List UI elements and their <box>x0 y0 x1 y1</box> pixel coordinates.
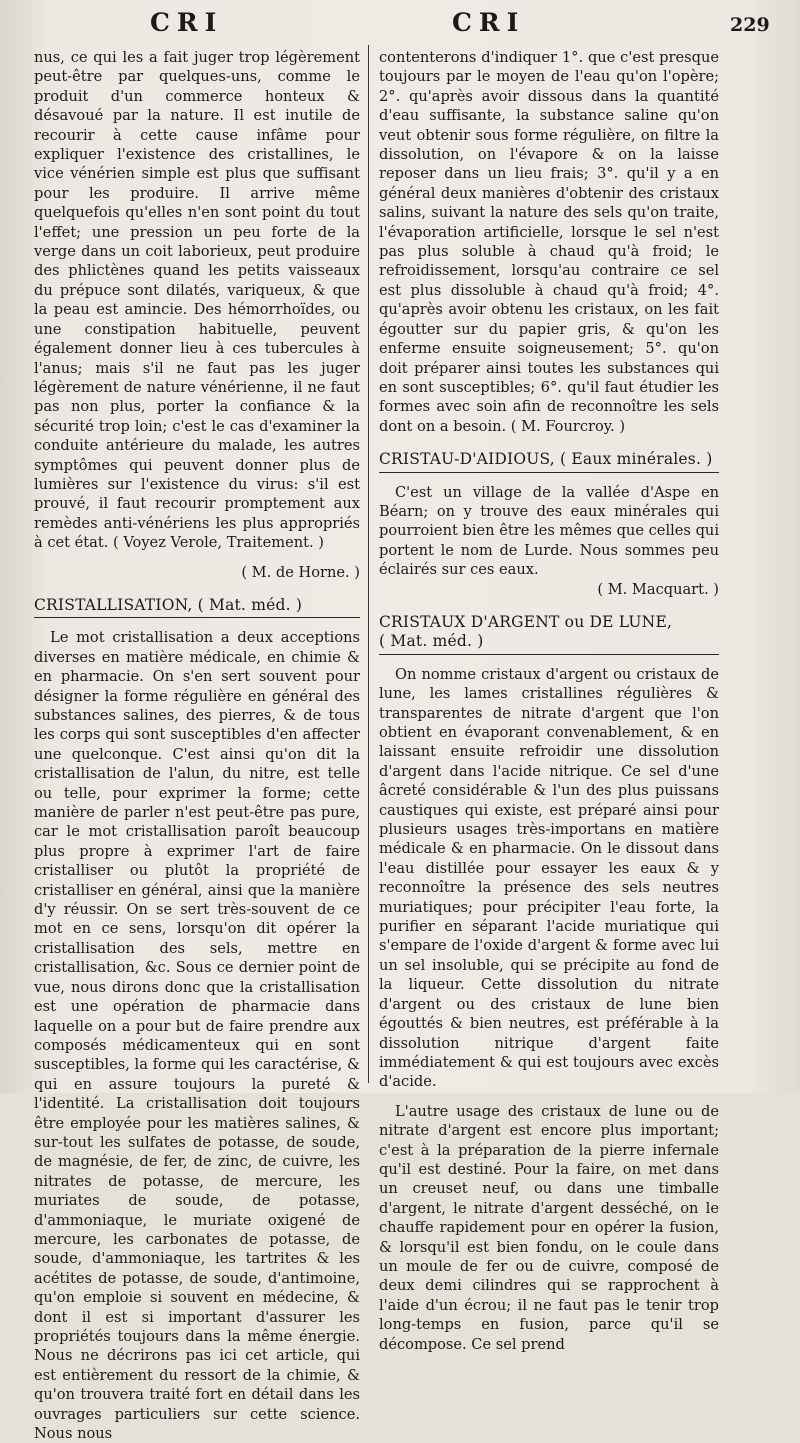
entry-heading-cristau-daidious: CRISTAU-D'AIDIOUS, ( Eaux minérales. ) <box>379 450 719 472</box>
cristallisation-body: Le mot cristallisation a deux acceptions diverses en matière médicale, en chimie & en pharmacie. On s'en sert souvent pour désigner la forme régulière en général des substances salines, des pierres, & de tous les corps qui sont susceptibles d'en affecter une quelconque. C'est ainsi qu'on dit la cristallisation de l'alun, du nitre, est telle ou telle, pour exprimer la forme; cette manière de parler n'est peut-être pas pure, car le mot cristallisation paroît beaucoup plus propre à exprimer l'art de faire cristalliser ou plutôt la propriété de cristalliser en général, ainsi que la manière d'y réussir. On se sert très-souvent de ce mot en ce sens, lorsqu'on dit opérer la cristallisation des sels, mettre en cristallisation, &c. Sous ce dernier point de vue, nous dirons donc que la cristallisation est une opération de pharmacie dans laquelle on a pour but de faire prendre aux composés médicamenteux qui en sont susceptibles, la forme qui les caractérise, & qui en assure toujours la pureté & l'identité. La cristallisation doit toujours être employée pour les matières salines, & sur-tout les sulfates de potasse, de soude, de magnésie, de fer, de zinc, de cuivre, les nitrates de potasse, de mercure, les muriates de soude, de potasse, d'ammoniaque, le muriate oxigené de mercure, les carbonates de potasse, de soude, d'ammoniaque, les tartrites & les acétites de potasse, de soude, d'antimoine, qu'on emploie si souvent en médecine, & dont il est si important d'assurer les propriétés toujours dans la même énergie. Nous ne décrirons pas ici cet article, qui est entièrement du ressort de la chimie, & qu'on trouvera traité fort en détail dans les ouvrages particuliers sur cette science. Nous nous <box>34 629 360 1443</box>
left-column <box>34 48 360 1443</box>
page-number: 229 <box>730 14 770 36</box>
entry-heading-cristallisation: CRISTALLISATION, ( Mat. méd. ) <box>34 596 360 618</box>
signature-de-horne: ( M. de Horne. ) <box>241 563 360 581</box>
continuation-paragraph: nus, ce qui les a fait juger trop légèrement peut-être par quelques-uns, comme le produit d'un commerce honteux & désavoué par la nature. Il est inutile de recourir à cette cause infâme pour expliquer l'existence des cristallines, le vice vénérien simple est plus que suffisant pour les produire. Il arrive même quelquefois qu'elles n'en sont point du tout l'effet; une pression un peu forte de la verge dans un coit laborieux, peut produire des phlictènes quand les petits vaisseaux du prépuce sont dilatés, variqueux, & que la peau est amincie. Des hémorrhoïdes, ou une constipation habituelle, peuvent également donner lieu à ces tubercules à l'anus; mais s'il ne faut pas les juger légèrement de nature vénérienne, il ne faut pas non plus, porter la confiance & la sécurité trop loin; c'est le cas d'examiner la conduite antérieure du malade, les autres symptômes qui peuvent donner plus de lumières sur l'existence du virus: s'il est prouvé, il faut recourir promptement aux remèdes anti-vénériens les plus appropriés à cet état. ( Voyez Verole, Traitement. ) <box>34 49 360 552</box>
cristau-daidious-body: C'est un village de la vallée d'Aspe en Béarn; on y trouve des eaux minérales qui pourroient bien être les mêmes que celles qui portent le nom de Lurde. Nous sommes peu éclairés sur ces eaux. <box>379 483 719 579</box>
column-divider <box>368 45 369 1083</box>
entry-heading-cristaux-dargent: CRISTAUX D'ARGENT ou DE LUNE, <box>379 612 673 631</box>
continuation-paragraph-right: contenterons d'indiquer 1°. que c'est presque toujours par le moyen de l'eau qu'on l'opère; 2°. qu'après avoir dissous dans la quantité d'eau suffisante, la substance saline qu'on veut obtenir sous forme régulière, on filtre la dissolution, on l'évapore & on la laisse reposer dans un lieu frais; 3°. qu'il y a en général deux manières d'obtenir des cristaux salins, suivant la nature des sels qu'on traite, l'évaporation artificielle, lorsque le sel n'est pas plus soluble à chaud qu'à froid; le refroidissement, lorsqu'au contraire ce sel est plus dissoluble à chaud qu'à froid; 4°. qu'après avoir obtenu les cristaux, on les fait égoutter sur du papier gris, & qu'on les enferme ensuite soigneusement; 5°. qu'on doit préparer ainsi toutes les substances qui en sont susceptibles; 6°. qu'il faut étudier les formes avec soin afin de reconnoître les sels dont on a besoin. ( M. Fourcroy. ) <box>379 49 719 435</box>
cristaux-dargent-body-2: L'autre usage des cristaux de lune ou de nitrate d'argent est encore plus important; c'est à la préparation de la pierre infernale qu'il est destiné. Pour la faire, on met dans un creuset neuf, ou dans une timballe d'argent, le nitrate d'argent desséché, on le chauffe rapidement pour en opérer la fusion, & lorsqu'il est bien fondu, on le coule dans un moule de fer ou de cuivre, composé de deux demi cilindres qui se rapprochent à l'aide d'un écrou; il ne faut pas le tenir trop long-temps en fusion, parce qu'il se décompose. Ce sel prend <box>379 1102 719 1353</box>
entry-heading-cristaux-dargent-subject: ( Mat. méd. ) <box>379 632 719 654</box>
right-column <box>379 48 719 1354</box>
signature-macquart: ( M. Macquart. ) <box>597 580 719 598</box>
running-head-left: CRI <box>150 8 224 37</box>
running-head-right: CRI <box>452 8 526 37</box>
cristaux-dargent-body-1: On nomme cristaux d'argent ou cristaux de lune, les lames cristallines régulières & transparentes de nitrate d'argent que l'on obtient en évaporant convenablement, & en laissant ensuite refroidir une dissolution d'argent dans l'acide nitrique. Ce sel d'une âcreté considérable & l'un des plus puissans caustiques qui existe, est préparé ainsi pour plusieurs usages très-importans en matière médicale & en pharmacie. On le dissout dans l'eau distillée pour essayer les eaux & y reconnoître la présence des sels neutres muriatiques; pour précipiter l'eau forte, la purifier en séparant l'acide muriatique qui s'empare de l'oxide d'argent & forme avec lui un sel insoluble, qui se précipite au fond de la liqueur. Cette dissolution du nitrate d'argent ou des cristaux de lune bien égouttés & bien neutres, est préférable à la dissolution nitrique d'argent faite immédiatement & qui est toujours avec excès d'acide. <box>379 665 719 1091</box>
